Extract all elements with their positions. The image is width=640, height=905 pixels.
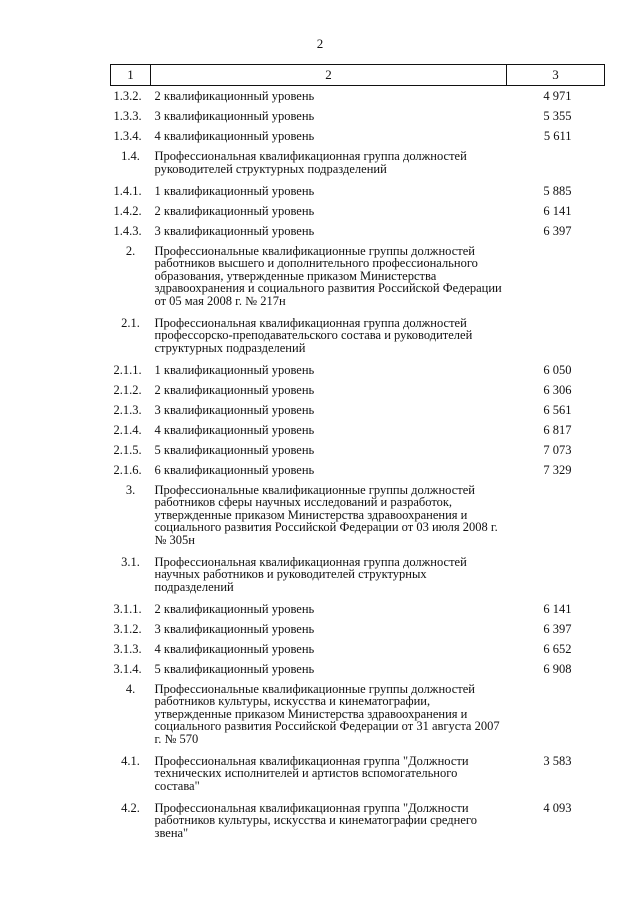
- row-name: 4 квалификационный уровень: [154, 129, 315, 143]
- row-value: 6 141: [543, 601, 572, 616]
- row-name: 1 квалификационный уровень: [154, 183, 315, 198]
- row-number: 2.1.6.: [113, 462, 142, 477]
- table-row: [111, 639, 605, 659]
- table-row: [111, 679, 605, 751]
- row-number: 2.1.4.: [113, 422, 142, 437]
- table-body: [111, 86, 605, 845]
- row-name: 3 квалификационный уровень: [154, 621, 315, 636]
- row-value: 6 397: [543, 621, 572, 636]
- table-row: [111, 798, 605, 845]
- table-row: [111, 181, 605, 201]
- row-value: 6 908: [543, 661, 572, 676]
- table-row: [111, 460, 605, 480]
- row-number: 2.1.5.: [113, 442, 142, 457]
- row-name: 3 квалификационный уровень: [154, 402, 315, 417]
- table-row: [111, 552, 605, 599]
- row-number: 2.1.1.: [113, 362, 142, 377]
- row-number: 1.3.4.: [113, 129, 142, 143]
- row-value: 6 141: [543, 203, 572, 218]
- row-name: 6 квалификационный уровень: [154, 462, 315, 477]
- row-value: [507, 241, 605, 313]
- row-number: 1.4.3.: [113, 223, 142, 238]
- row-name: 3 квалификационный уровень: [154, 223, 315, 238]
- row-name: 5 квалификационный уровень: [154, 442, 315, 457]
- row-name: 2 квалификационный уровень: [154, 382, 315, 397]
- row-name: 3 квалификационный уровень: [154, 109, 315, 123]
- row-number: 1.3.3.: [113, 109, 142, 123]
- table-header-row: [111, 65, 605, 86]
- row-name: Профессиональные квалификационные группы должностей работников высшего и дополнительного профессионального образования, утвержденные приказом Министерства здравоохранения и социального развития Российской Федерации от 05 мая 2008 г. № 217н: [154, 243, 502, 308]
- row-name: 4 квалификационный уровень: [154, 641, 315, 656]
- row-name: 5 квалификационный уровень: [154, 661, 315, 676]
- row-name: 2 квалификационный уровень: [154, 601, 315, 616]
- table-row: [111, 751, 605, 798]
- row-number: 4.2.: [121, 800, 140, 815]
- row-name: 4 квалификационный уровень: [154, 422, 315, 437]
- row-value: 4 093: [543, 800, 572, 815]
- table-row: [111, 440, 605, 460]
- page-number: 2: [316, 36, 324, 51]
- column-header-1: 1: [111, 65, 151, 86]
- row-number: 3.1.1.: [113, 601, 142, 616]
- row-number: 4.: [125, 681, 136, 696]
- row-number: 4.1.: [121, 753, 140, 768]
- row-value: [507, 146, 605, 181]
- row-number: 1.4.2.: [113, 203, 142, 218]
- table-row: [111, 619, 605, 639]
- row-name: Профессиональная квалификационная группа "Должности технических исполнителей и артистов вспомогательного состава": [154, 753, 469, 793]
- table-row: [111, 106, 605, 126]
- row-value: 6 561: [543, 402, 572, 417]
- row-number: 3.: [125, 482, 136, 497]
- row-number: 2.1.2.: [113, 382, 142, 397]
- salary-table: [110, 64, 605, 845]
- row-value: 5 885: [543, 183, 572, 198]
- row-value: 5 355: [543, 109, 572, 123]
- row-number: 3.1.3.: [113, 641, 142, 656]
- row-number: 1.4.1.: [113, 183, 142, 198]
- table-row: [111, 420, 605, 440]
- row-name: 2 квалификационный уровень: [154, 89, 315, 103]
- table-row: [111, 480, 605, 552]
- row-value: 6 397: [543, 223, 572, 238]
- row-value: [507, 480, 605, 552]
- table-row: [111, 380, 605, 400]
- table-row: [111, 313, 605, 360]
- row-name: Профессиональная квалификационная группа должностей руководителей структурных подразделений: [154, 149, 467, 176]
- row-number: 2.1.3.: [113, 402, 142, 417]
- column-header-3: 3: [507, 65, 605, 86]
- row-name: Профессиональные квалификационные группы должностей работников сферы научных исследований и разработок, утвержденные приказом Министерства здравоохранения и социального развития Российской Федерации от 03 июля 2008 г. № 305н: [154, 482, 498, 547]
- table-row: [111, 241, 605, 313]
- row-value: 6 306: [543, 382, 572, 397]
- row-value: 4 971: [543, 89, 572, 103]
- table-row: [111, 659, 605, 679]
- table-row: [111, 221, 605, 241]
- row-number: 2.1.: [121, 315, 140, 330]
- row-name: 2 квалификационный уровень: [154, 203, 315, 218]
- row-value: [507, 313, 605, 360]
- row-value: 6 652: [543, 641, 572, 656]
- row-number: 2.: [125, 243, 136, 258]
- table-row: [111, 360, 605, 380]
- row-name: Профессиональная квалификационная группа должностей научных работников и руководителей структурных подразделений: [154, 554, 467, 594]
- row-number: 3.1.: [121, 554, 140, 569]
- row-number: 3.1.2.: [113, 621, 142, 636]
- row-value: 5 611: [543, 129, 572, 143]
- row-value: 7 329: [543, 462, 572, 477]
- table-row: [111, 146, 605, 181]
- row-value: [507, 679, 605, 751]
- table-row: [111, 126, 605, 146]
- row-name: Профессиональная квалификационная группа "Должности работников культуры, искусства и кинематографии среднего звена": [154, 800, 477, 840]
- row-value: 6 050: [543, 362, 572, 377]
- row-name: Профессиональная квалификационная группа должностей профессорско-преподавательского состава и руководителей структурных подразделений: [154, 315, 473, 355]
- row-number: 1.4.: [121, 149, 140, 163]
- column-header-2: 2: [151, 65, 507, 86]
- row-name: 1 квалификационный уровень: [154, 362, 315, 377]
- row-name: Профессиональные квалификационные группы должностей работников культуры, искусства и кинематографии, утвержденные приказом Министерства здравоохранения и социального развития Российской Федерации от 31 августа 2007 г. № 570: [154, 681, 500, 746]
- table-row: [111, 400, 605, 420]
- row-value: 3 583: [543, 753, 572, 768]
- row-number: 3.1.4.: [113, 661, 142, 676]
- row-value: 6 817: [543, 422, 572, 437]
- row-value: [507, 552, 605, 599]
- row-value: 7 073: [543, 442, 572, 457]
- row-number: 1.3.2.: [113, 89, 142, 103]
- table-row: [111, 599, 605, 619]
- table-row: [111, 86, 605, 107]
- table-row: [111, 201, 605, 221]
